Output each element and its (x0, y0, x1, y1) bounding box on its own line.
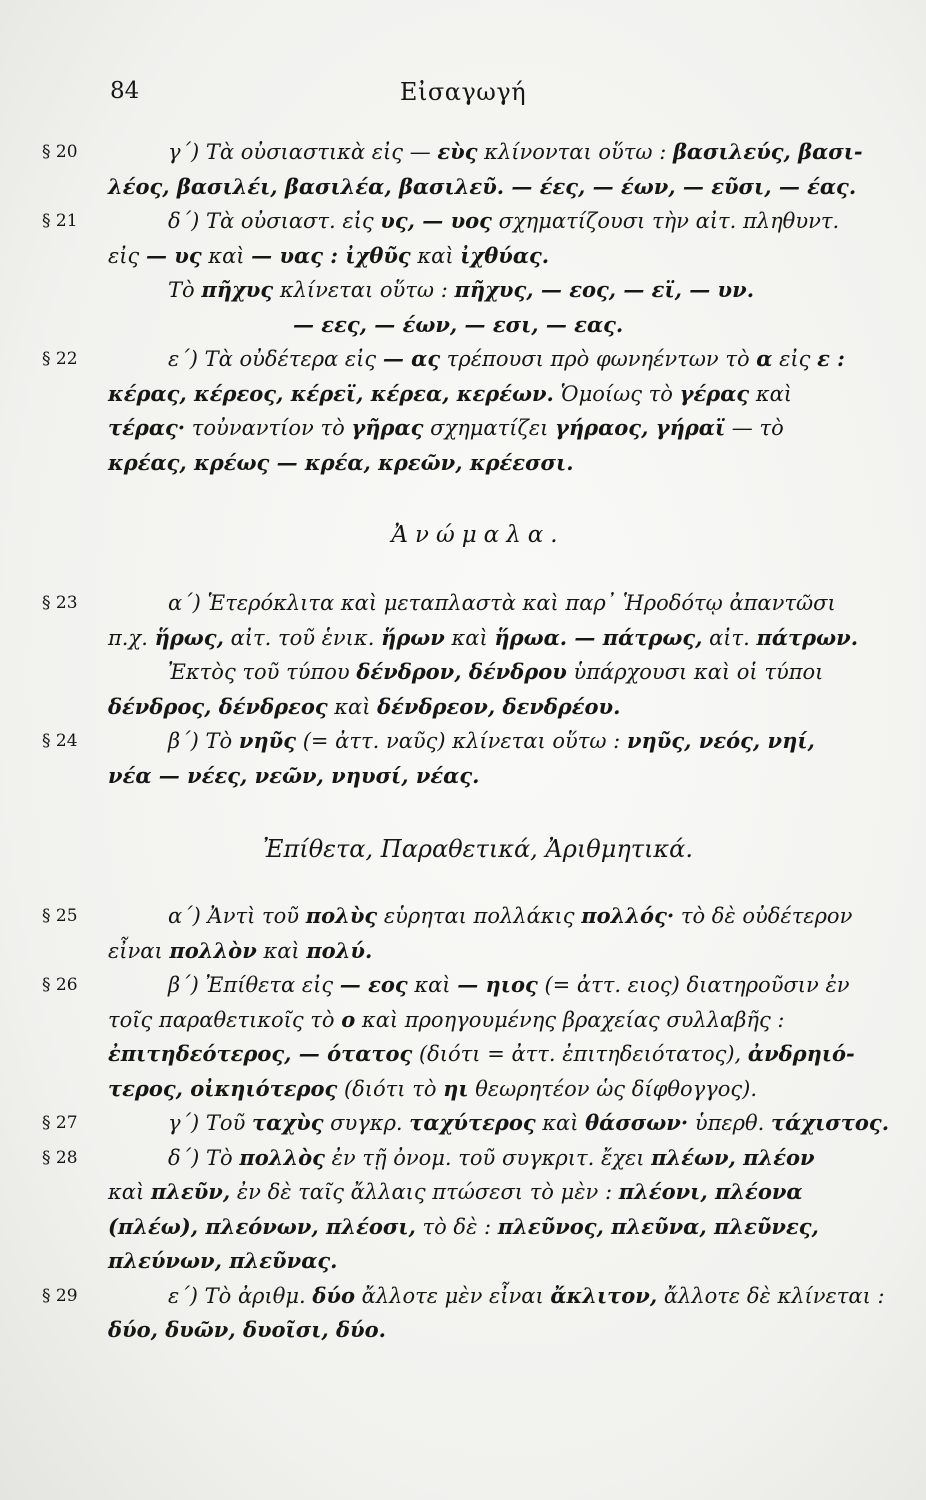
text-line (108, 273, 848, 308)
running-title: Εἰσαγωγή (399, 78, 527, 106)
section-number: § 21 (42, 211, 78, 231)
text-line (108, 621, 859, 656)
bold-term: πολλὸς (239, 1144, 325, 1170)
bold-term: πλεύνων, πλεῦνας. (108, 1248, 338, 1273)
section-21 (42, 204, 848, 342)
text-span: (διότι τὸ (337, 1076, 444, 1101)
text-span: κλίνεται οὕτω : (273, 278, 455, 302)
text-span: συγκρ. (323, 1111, 410, 1135)
bold-term: νέα — νέες, νεῶν, νηυσί, νέας. (108, 762, 480, 788)
section-number: § 29 (42, 1285, 78, 1306)
bold-term: — εος (339, 972, 408, 997)
text-line (108, 342, 848, 377)
bold-term: πῆχυς, — εος, — εϊ, — υν. (454, 277, 755, 302)
text-span: ἐν δὲ ταῖς ἄλλαις πτώσεσι τὸ μὲν : (230, 1180, 619, 1204)
text-line (108, 759, 848, 794)
text-line (108, 170, 857, 205)
bold-term: δένδρεον, δενδρέου. (377, 693, 621, 719)
text-span: τρέπουσι πρὸ φωνηέντων τὸ (440, 347, 757, 371)
text-span: ε΄) Τὸ ἀριθμ. (168, 1283, 313, 1308)
text-span: καὶ (407, 973, 458, 997)
text-span: β΄) Τὸ (168, 729, 239, 753)
bold-term: ἥρων (381, 624, 445, 650)
text-line (108, 239, 848, 274)
text-span: καὶ προηγουμένης βραχείας συλλαβῆς : (355, 1007, 785, 1032)
section-22 (42, 342, 848, 480)
bold-term: — εες, — έων, — εσι, — εας. (293, 311, 624, 337)
text-span: εὑρηται πολλάκις (377, 904, 582, 928)
bold-term: δένδρος, δένδρεος (108, 693, 328, 719)
text-span: εἰς (772, 347, 818, 371)
bold-term: θάσσων· (585, 1110, 689, 1135)
text-span: (διότι = ἀττ. ἐπιτηδειότατος), (412, 1042, 748, 1066)
text-span: α΄) Ἑτερόκλιτα καὶ μεταπλαστὰ καὶ παρ᾽ Ἡροδότῳ ἀπαντῶσι (168, 591, 836, 615)
section-number: § 26 (42, 975, 78, 995)
bold-term: ταχὺς (252, 1110, 324, 1135)
text-span: σχηματίζει (423, 416, 556, 440)
text-line (108, 690, 848, 725)
bold-term: πλεῦν, (150, 1179, 231, 1204)
text-span: ἐν τῇ ὀνομ. τοῦ συγκριτ. ἔχει (324, 1145, 652, 1170)
text-line (108, 377, 848, 412)
text-line (108, 586, 848, 621)
section-number: § 28 (42, 1147, 78, 1168)
text-span: καὶ (444, 625, 495, 650)
text-span: Ἐκτὸς τοῦ τύπου (168, 660, 357, 684)
bold-term: τερος, οἰκηιότερος (108, 1075, 338, 1101)
text-line (108, 899, 853, 934)
text-line (108, 308, 848, 343)
text-span: αἰτ. τοῦ ἑνικ. (223, 625, 382, 650)
bold-term: κρέας, κρέως — κρέα, κρεῶν, κρέεσσι. (108, 449, 574, 475)
bold-term: τάχιστος. (771, 1110, 890, 1135)
bold-term: λέος, βασιλέι, βασιλέα, βασιλεῦ. — έες, — έων, — εῦσι, — έας. (108, 173, 857, 199)
text-span: τοὐναντίον τὸ (185, 416, 352, 440)
bold-term: δύο (312, 1282, 355, 1308)
bold-term: ἄκλιτον, (550, 1282, 658, 1308)
bold-term: ἀνδρηιό- (747, 1041, 855, 1066)
bold-term: α (756, 346, 773, 371)
bold-term: δένδρον, δένδρου (356, 659, 567, 684)
section-24 (42, 724, 848, 793)
page-body (42, 135, 890, 1348)
section-number: § 22 (42, 349, 78, 369)
text-span: καὶ (749, 381, 793, 406)
page-header (110, 78, 816, 118)
text-line (108, 1244, 848, 1279)
bold-term: γέρας (679, 380, 750, 406)
text-span: Ὁμοίως τὸ (553, 381, 680, 406)
bold-term: ἥρως, (154, 624, 224, 650)
page-number: 84 (110, 78, 140, 104)
bold-term: ταχύτερος (409, 1110, 536, 1135)
section-number: § 24 (42, 731, 78, 751)
bold-term: γῆρας (351, 415, 424, 440)
bold-term: (πλέω), πλεόνων, πλέοσι, (108, 1213, 416, 1239)
bold-term: τέρας· (108, 415, 186, 440)
bold-term: πῆχυς (201, 277, 274, 302)
section-29 (42, 1279, 885, 1348)
bold-term: βασιλεύς, βασι- (672, 139, 863, 164)
text-span: ὑπερθ. (688, 1111, 772, 1135)
bold-term: ἰχθύας. (460, 242, 550, 268)
bold-term: πολύ. (306, 937, 373, 963)
section-number: § 27 (42, 1113, 78, 1133)
section-23 (42, 586, 859, 724)
text-line (108, 1313, 848, 1348)
text-span: (= ἀττ. ναῦς) κλίνεται οὕτω : (296, 729, 627, 753)
section-25 (42, 899, 853, 968)
text-line (108, 724, 848, 759)
text-line (108, 1210, 848, 1245)
bold-term: πάτρων. (756, 624, 859, 650)
bold-term: ε : (817, 346, 845, 371)
text-line (108, 1279, 885, 1314)
section-number: § 25 (42, 906, 78, 926)
bold-term: ἥρωα. — πάτρως, (494, 624, 703, 650)
text-line (108, 968, 848, 1003)
text-line (108, 135, 863, 170)
text-line (108, 204, 848, 239)
text-line (108, 1175, 848, 1210)
bold-term: πολλός· (581, 903, 675, 928)
section-26 (42, 968, 855, 1106)
text-span: τὸ δὲ οὐδέτερον (674, 904, 853, 928)
text-span: π.χ. (108, 625, 155, 650)
text-line (108, 1072, 848, 1107)
bold-term: νηῦς (238, 728, 297, 753)
text-line (108, 1037, 855, 1072)
text-span: καὶ (201, 243, 252, 268)
bold-term: — ας (382, 346, 441, 371)
section-28 (42, 1141, 848, 1279)
bold-term: πλέονι, πλέονα (618, 1179, 803, 1204)
text-span: (= ἀττ. ειος) διατηροῦσιν ἐν (537, 973, 850, 997)
bold-term: — ηιος (457, 972, 538, 997)
text-span: τὸ δὲ : (415, 1214, 498, 1239)
section-number: § 20 (42, 142, 78, 162)
text-line (108, 655, 848, 690)
text-span: κλίνονται οὕτω : (477, 140, 673, 164)
section-heading-epitheta: Ἐπίθετα, Παραθετικά, Ἀριθμητικά. (263, 835, 693, 863)
section-20 (42, 135, 863, 204)
bold-term: εὺς (437, 139, 478, 164)
text-span: ε΄) Τὰ οὐδέτερα εἰς (168, 347, 383, 371)
bold-term: πολλὸν (169, 937, 257, 963)
bold-term: ο (341, 1006, 356, 1032)
section-number: § 23 (42, 593, 78, 613)
bold-term: ηι (443, 1075, 469, 1101)
text-span: ἄλλοτε δὲ κλίνεται : (657, 1283, 885, 1308)
text-line (108, 446, 848, 481)
bold-term: γήραος, γήραϊ (555, 415, 726, 440)
text-span: β΄) Ἐπίθετα εἰς (168, 973, 340, 997)
text-line (108, 1141, 848, 1176)
bold-term: ἐπιτηδεότερος, — ότατος (108, 1041, 413, 1066)
text-span: σχηματίζουσι τὴν αἰτ. πληθυντ. (491, 209, 840, 233)
text-span: εἰς (108, 243, 146, 268)
section-27 (42, 1106, 890, 1141)
bold-term: νηῦς, νεός, νηί, (626, 728, 815, 753)
bold-term: πλέων, πλέον (651, 1144, 815, 1170)
text-span: καὶ (410, 243, 461, 268)
text-span: α΄) Ἀντὶ τοῦ (168, 904, 306, 928)
text-span: τοῖς παραθετικοῖς τὸ (108, 1007, 342, 1032)
text-span: καὶ (256, 938, 307, 963)
text-span: καὶ (327, 694, 378, 719)
text-span: θεωρητέον ὡς δίφθογγος). (468, 1076, 757, 1101)
text-span: γ΄) Τοῦ (168, 1111, 253, 1135)
text-span: ἄλλοτε μὲν εἶναι (354, 1283, 551, 1308)
bold-term: — υας : ἰχθῦς (251, 242, 411, 268)
text-span: Τὸ (168, 278, 202, 302)
text-span: εἶναι (108, 938, 170, 963)
bold-term: — υς (145, 242, 202, 268)
text-span: δ΄) Τὸ (168, 1145, 240, 1170)
section-heading-anomala: Ἀνώμαλα. (391, 522, 565, 548)
bold-term: πλεῦνος, πλεῦνα, πλεῦνες, (497, 1213, 819, 1239)
text-line (108, 1106, 890, 1141)
text-span: γ΄) Τὰ οὐσιαστικὰ εἰς — (168, 140, 438, 164)
text-span: — τὸ (725, 416, 784, 440)
text-line (108, 411, 848, 446)
bold-term: υς, — υος (380, 208, 492, 233)
text-line (108, 934, 848, 969)
text-span: δ΄) Τὰ οὐσιαστ. εἰς (168, 209, 381, 233)
bold-term: κέρας, κέρεος, κέρεϊ, κέρεα, κερέων. (108, 380, 554, 406)
bold-term: πολὺς (305, 903, 378, 928)
text-span: καὶ (535, 1111, 586, 1135)
text-span: καὶ (108, 1180, 151, 1204)
bold-term: δύο, δυῶν, δυοῖσι, δύο. (108, 1317, 386, 1342)
text-span: ὑπάρχουσι καὶ οἱ τύποι (566, 660, 824, 684)
text-line (108, 1003, 848, 1038)
text-span: αἰτ. (702, 625, 757, 650)
